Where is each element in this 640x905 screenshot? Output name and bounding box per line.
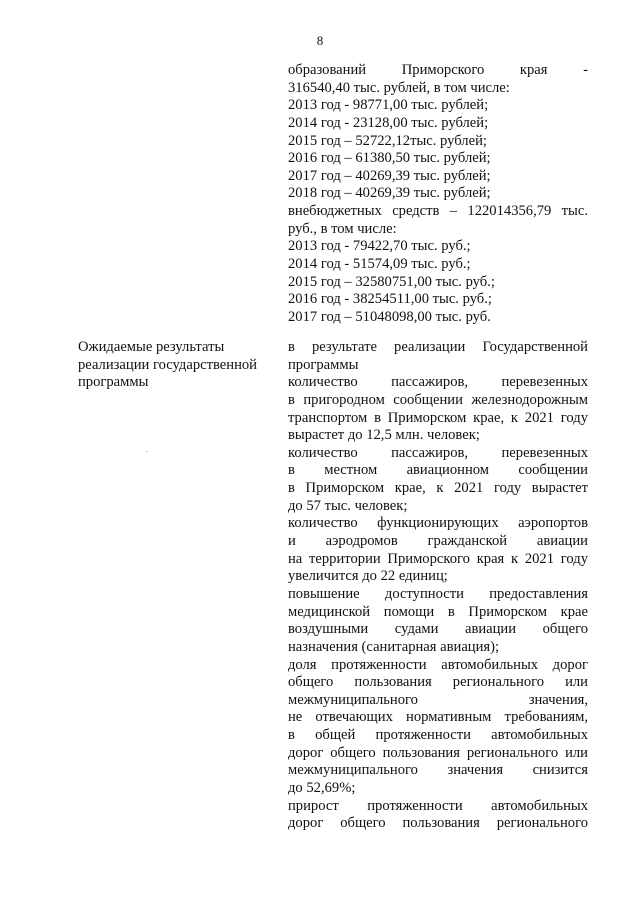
- results-block-line: повышение доступности предоставления: [288, 585, 588, 602]
- results-block-line: доля протяженности автомобильных дорог: [288, 656, 588, 673]
- funding-block-line: 2013 год - 98771,00 тыс. рублей;: [288, 97, 489, 114]
- results-block-line: дорог общего пользования регионального или: [288, 744, 588, 761]
- results-block-line: в общей протяженности автомобильных: [288, 727, 588, 744]
- page-number: 8: [316, 33, 324, 48]
- funding-block-line: 2013 год - 79422,70 тыс. руб.;: [288, 238, 471, 255]
- results-block-line: дорог общего пользования регионального: [288, 815, 588, 832]
- results-block-line: межмуниципального значения,: [288, 691, 588, 708]
- results-block-line: количество пассажиров, перевезенных: [288, 444, 588, 461]
- results-block-line: в Приморском крае, к 2021 году вырастет: [288, 480, 588, 497]
- results-block-line: до 57 тыс. человек;: [288, 497, 408, 514]
- funding-block: [288, 62, 588, 327]
- funding-block-line: 2018 год – 40269,39 тыс. рублей;: [288, 185, 491, 202]
- expected-results-label: [78, 339, 278, 392]
- results-block-line: на территории Приморского края к 2021 году: [288, 550, 588, 567]
- results-block-line: транспортом в Приморском крае, к 2021 году: [288, 409, 588, 426]
- results-block-line: программы: [288, 356, 359, 373]
- results-block-line: назначения (санитарная авиация);: [288, 638, 500, 655]
- results-block-line: вырастет до 12,5 млн. человек;: [288, 427, 480, 444]
- results-label-line: Ожидаемые результаты: [78, 339, 225, 355]
- results-block-line: межмуниципального значения снизится: [288, 762, 588, 779]
- results-block-line: количество функционирующих аэропортов: [288, 515, 588, 532]
- results-block-line: в местном авиационном сообщении: [288, 462, 588, 479]
- results-block-line: не отвечающих нормативным требованиям,: [288, 709, 588, 726]
- funding-block-line: внебюджетных средств – 122014356,79 тыс.: [288, 203, 588, 220]
- results-block-line: количество пассажиров, перевезенных: [288, 374, 588, 391]
- expected-results-text: [288, 339, 588, 833]
- funding-block-line: 2016 год - 38254511,00 тыс. руб.;: [288, 291, 492, 308]
- scan-speck: [146, 451, 147, 452]
- funding-block-line: 2017 год – 40269,39 тыс. рублей;: [288, 167, 491, 184]
- funding-block-line: 2015 год – 32580751,00 тыс. руб.;: [288, 273, 495, 290]
- funding-block-line: 316540,40 тыс. рублей, в том числе:: [288, 79, 510, 96]
- results-label-line: программы: [78, 374, 149, 391]
- funding-block-line: образований Приморского края -: [288, 62, 588, 78]
- funding-block-line: 2015 год – 52722,12тыс. рублей;: [288, 132, 487, 149]
- results-block-line: медицинской помощи в Приморском крае: [288, 603, 588, 620]
- results-block-line: общего пользования регионального или: [288, 674, 588, 691]
- results-label-line: реализации государственной: [78, 356, 257, 373]
- results-block-line: воздушными судами авиации общего: [288, 621, 588, 638]
- funding-block-line: 2014 год - 23128,00 тыс. рублей;: [288, 114, 489, 131]
- results-block-line: до 52,69%;: [288, 780, 356, 797]
- results-block-line: и аэродромов гражданской авиации: [288, 533, 588, 550]
- funding-block-line: 2014 год - 51574,09 тыс. руб.;: [288, 256, 471, 273]
- funding-block-line: 2016 год – 61380,50 тыс. рублей;: [288, 150, 491, 167]
- funding-block-line: 2017 год – 51048098,00 тыс. руб.: [288, 308, 491, 325]
- results-block-line: в результате реализации Государственной: [288, 339, 588, 355]
- results-block-line: увеличится до 22 единиц;: [288, 568, 448, 585]
- funding-block-line: руб., в том числе:: [288, 220, 397, 237]
- results-block-line: прирост протяженности автомобильных: [288, 797, 588, 814]
- results-block-line: в пригородном сообщении железнодорожным: [288, 391, 588, 408]
